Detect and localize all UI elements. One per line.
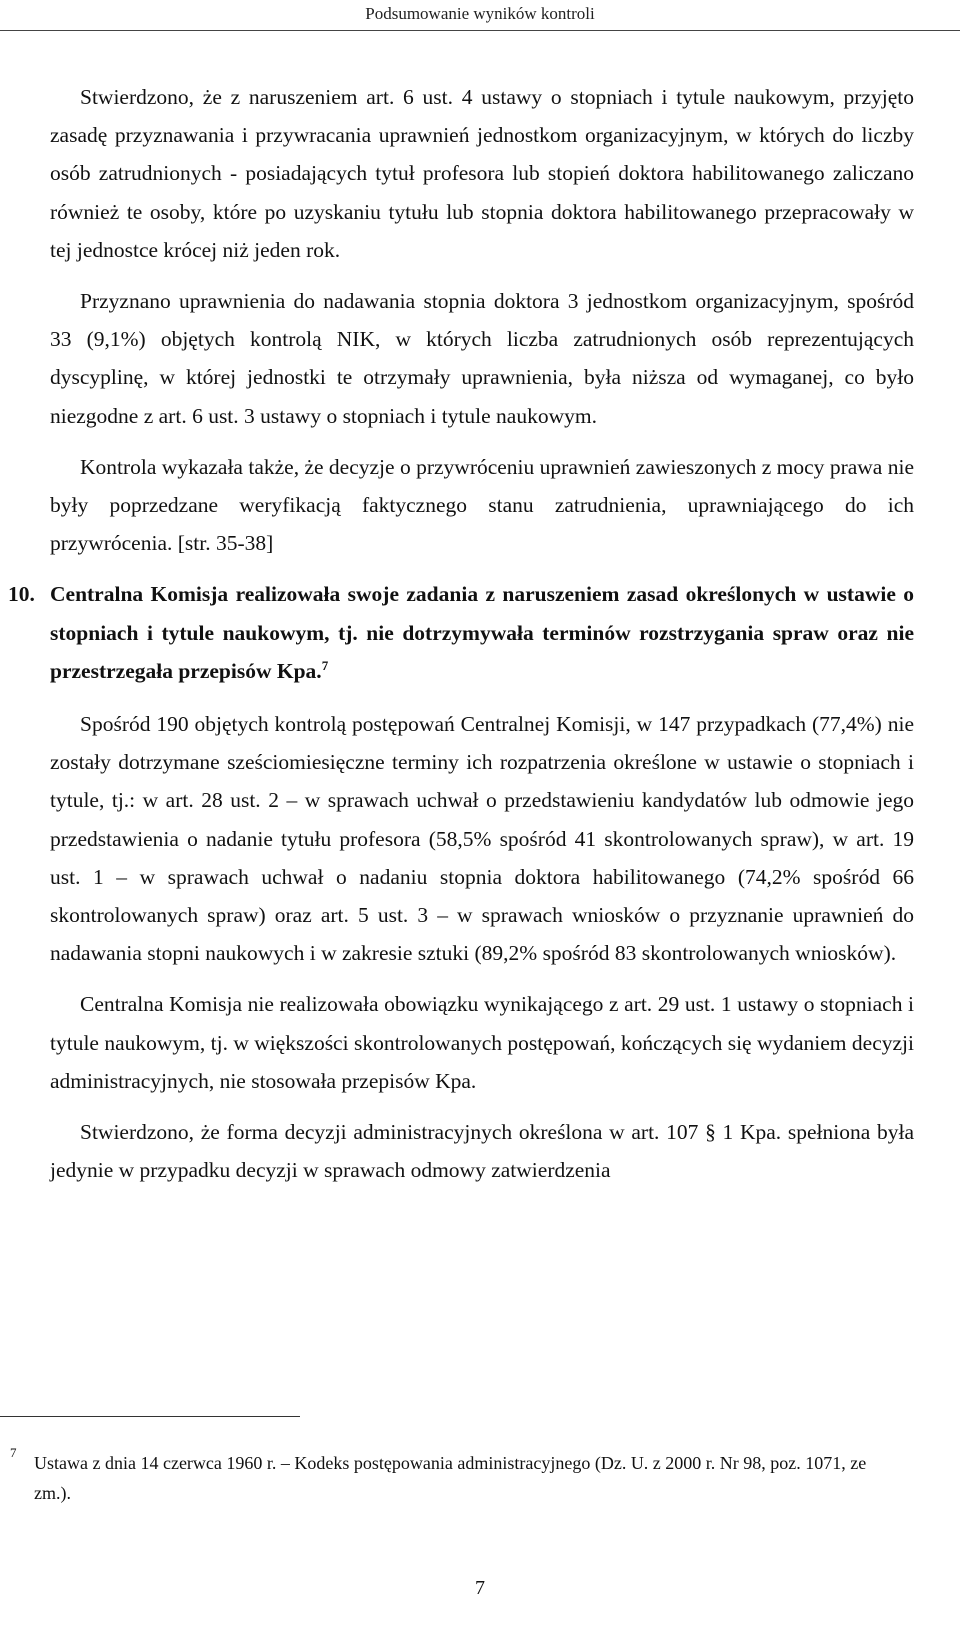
paragraph-4: Spośród 190 objętych kontrolą postępowań Centralnej Komisji, w 147 przypadkach (77,4%) nie zostały dotrzymane sześciomiesięczne terminy ich rozpatrzenia określone w ustawie o stopniach i tytule, tj.: w art. 28 ust. 2 – w sprawach uchwał o przedstawieniu kandydatów lub odmowie jego przedstawienia o nadanie tytułu profesora (58,5% spośród 41 skontrolowanych spraw), w art. 19 ust. 1 – w sprawach uchwał o nadaniu stopnia doktora habilitowanego (74,2% spośród 66 skontrolowanych spraw) oraz art. 5 ust. 3 – w sprawach wniosków o przyznanie uprawnień do nadawania stopni naukowych i w zakresie sztuki (89,2% spośród 83 skontrolowanych wniosków). bbox=[50, 712, 914, 966]
running-header: Podsumowanie wyników kontroli bbox=[365, 4, 595, 23]
point-number: 10. bbox=[8, 582, 35, 607]
footnote-reference[interactable]: 7 bbox=[321, 657, 329, 673]
document-body bbox=[8, 78, 914, 1202]
footnote-separator bbox=[0, 1416, 300, 1417]
paragraph-5: Centralna Komisja nie realizowała obowiązku wynikającego z art. 29 ust. 1 ustawy o stopniach i tytule naukowym, tj. w większości skontrolowanych postępowań, kończących się wydaniem decyzji administracyjnych, nie stosowała przepisów Kpa. bbox=[50, 992, 914, 1093]
header-rule bbox=[0, 30, 960, 31]
page-number: 7 bbox=[475, 1577, 485, 1599]
paragraph-1: Stwierdzono, że z naruszeniem art. 6 ust. 4 ustawy o stopniach i tytule naukowym, przyjęto zasadę przyznawania i przywracania uprawnień jednostkom organizacyjnym, w których do liczby osób zatrudnionych - posiadających tytuł profesora lub stopień doktora habilitowanego zaliczano również te osoby, które po uzyskaniu tytułu lub stopnia doktora habilitowanego przepracowały w tej jednostce krócej niż jeden rok. bbox=[50, 85, 914, 262]
point-10 bbox=[8, 575, 914, 690]
paragraph-6: Stwierdzono, że forma decyzji administracyjnych określona w art. 107 § 1 Kpa. spełniona była jedynie w przypadku decyzji w sprawach odmowy zatwierdzenia bbox=[50, 1120, 914, 1183]
point-heading bbox=[50, 575, 914, 690]
paragraph-2: Przyznano uprawnienia do nadawania stopnia doktora 3 jednostkom organizacyjnym, spośród 33 (9,1%) objętych kontrolą NIK, w których liczba zatrudnionych osób reprezentujących dyscyplinę, w której jednostki te otrzymały uprawnienia, była niższa od wymaganej, co było niezgodne z art. 6 ust. 3 ustawy o stopniach i tytule naukowym. bbox=[50, 289, 914, 428]
footnote-7 bbox=[10, 1445, 905, 1508]
point-heading-text: Centralna Komisja realizowała swoje zadania z naruszeniem zasad określonych w ustawie o stopniach i tytule naukowym, tj. nie dotrzymywała terminów rozstrzygania spraw oraz nie przestrzegała przepisów Kpa. bbox=[50, 582, 914, 683]
footnote-mark: 7 bbox=[10, 1445, 17, 1460]
footnote-text: Ustawa z dnia 14 czerwca 1960 r. – Kodeks postępowania administracyjnego (Dz. U. z 2000 r. Nr 98, poz. 1071, ze zm.). bbox=[34, 1453, 867, 1503]
paragraph-3: Kontrola wykazała także, że decyzje o przywróceniu uprawnień zawieszonych z mocy prawa nie były poprzedzane weryfikacją faktycznego stanu zatrudnienia, uprawniającego do ich przywrócenia. [str. 35-38] bbox=[50, 454, 914, 556]
